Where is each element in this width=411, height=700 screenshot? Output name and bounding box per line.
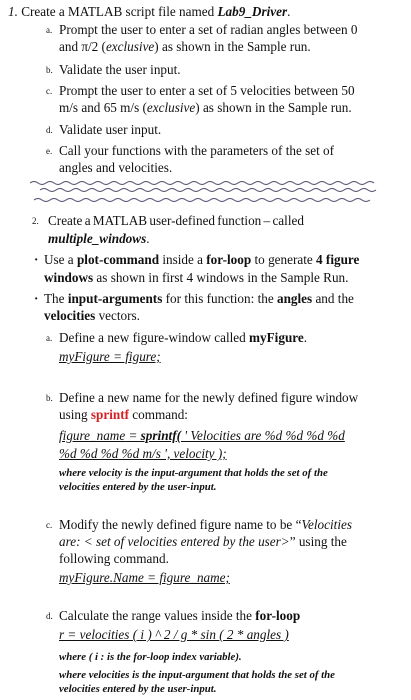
item-2c-using: ” using the [289, 534, 347, 549]
item-1a-text: and π/2 ( [59, 39, 106, 54]
b1-figure: 4 figure [316, 252, 360, 267]
b2-text-2: for this function: the [162, 291, 277, 306]
b1-windows: windows [44, 270, 94, 285]
item-1c-exclusive: exclusive [146, 100, 196, 115]
item-2a-text [59, 330, 307, 346]
section-1-title-suffix: . [287, 4, 291, 19]
item-2d-note-line3: velocities entered by the user-input. [59, 683, 217, 695]
item-2a-suffix: . [303, 330, 308, 345]
b2-text-4: vectors. [95, 308, 140, 323]
item-2c-line1 [59, 517, 352, 533]
item-2d-line1 [59, 608, 300, 624]
item-2c-velocities: Velocities [301, 517, 352, 532]
item-2a-desc: Define a new figure-window called [59, 330, 250, 345]
item-2d-note-line1: where ( i : is the for-loop index variable). [59, 651, 242, 663]
item-1d-marker: d. [46, 125, 53, 135]
b1-text: Use a [44, 252, 77, 267]
item-2b-note-line1: where velocity is the input-argument that holds the set of the [59, 467, 328, 479]
item-1e-marker: e. [46, 146, 53, 156]
item-1c-line2 [59, 100, 352, 116]
bullet-1-dot: · [34, 252, 39, 267]
item-2a-myfigure: myFigure [249, 330, 304, 345]
wavy-divider-1 [0, 179, 411, 195]
bullet-2-line2 [44, 308, 140, 324]
b2-angles: angles [276, 291, 313, 306]
item-2b-line2 [59, 407, 188, 423]
item-1a-exclusive: exclusive [105, 39, 155, 54]
item-1a-line1: Prompt the user to enter a set of radian angles between 0 [59, 22, 358, 37]
item-2b-line1: Define a new name for the newly defined figure window [59, 390, 359, 405]
b1-text-3: to generate [251, 252, 317, 267]
item-2c-are: are: < set of velocities entered by the user> [59, 534, 290, 549]
b2-text: The [44, 291, 68, 306]
b2-input-arguments: input-arguments [67, 291, 163, 306]
section-2-number: 2. [32, 216, 39, 226]
function-name: multiple_windows [48, 231, 147, 246]
b1-plot-command: plot-command [76, 252, 160, 267]
item-2d-marker: d. [46, 611, 53, 621]
code-equals: = [125, 428, 141, 443]
item-2b-code-line2: %d %d %d %d m/s ', velocity ); [59, 446, 227, 461]
item-1a-text-end: ) as shown in the Sample run. [154, 39, 311, 54]
item-2c-marker: c. [46, 520, 53, 530]
code-format-1: ' Velocities are %d %d %d %d [180, 428, 345, 443]
item-1c-marker: c. [46, 86, 53, 96]
item-2b-command: command: [128, 407, 188, 422]
wavy-divider-2 [0, 196, 411, 204]
section-1-title-prefix: Create a MATLAB script file named [21, 4, 218, 19]
bullet-1-line2 [44, 270, 348, 286]
item-2b-using: using [59, 407, 91, 422]
sprintf-keyword: sprintf [90, 407, 129, 422]
section-2-line2 [48, 231, 150, 247]
item-2c-line2 [59, 534, 347, 550]
item-1a-marker: a. [46, 25, 53, 35]
item-2d-text: Calculate the range values inside the [59, 608, 256, 623]
item-2b-code-line1 [59, 428, 345, 444]
item-1c-text: m/s and 65 m/s ( [59, 100, 147, 115]
b2-text-3: and the [312, 291, 354, 306]
item-2d-code: r = velocities ( i ) ^ 2 / g * sin ( 2 * angles ) [59, 627, 289, 642]
section-1-heading [8, 4, 290, 20]
b1-for-loop: for-loop [206, 252, 252, 267]
bullet-1-line1 [44, 252, 359, 268]
function-name-suffix: . [146, 231, 150, 246]
item-1d-text: Validate user input. [59, 122, 162, 137]
item-2d-for-loop: for-loop [255, 608, 301, 623]
item-1c-line1: Prompt the user to enter a set of 5 velocities between 50 [59, 83, 355, 98]
section-1-number: 1. [8, 4, 18, 19]
bullet-2-line1 [44, 291, 354, 307]
bullet-2-dot: · [34, 291, 39, 306]
item-1e-line1: Call your functions with the parameters of the set of [59, 143, 335, 158]
item-1a-line2 [59, 39, 311, 55]
item-2d-note-line2: where velocities is the input-argument that holds the set of the [59, 669, 335, 681]
item-2b-marker: b. [46, 393, 53, 403]
item-2c-text: Modify the newly defined figure name to be “ [59, 517, 302, 532]
b1-text-4: as shown in first 4 windows in the Sample Run. [93, 270, 349, 285]
item-1e-line2: angles and velocities. [59, 160, 173, 175]
code-sprintf: sprintf( [140, 428, 181, 443]
section-2-line1: Create a MATLAB user-defined function – called [48, 213, 304, 228]
item-2b-note-line2: velocities entered by the user-input. [59, 481, 217, 493]
code-figure-name: figure_name [59, 428, 126, 443]
item-2c-line3: following command. [59, 551, 169, 566]
item-1c-text-end: ) as shown in the Sample run. [195, 100, 352, 115]
item-1b-text: Validate the user input. [59, 62, 181, 77]
item-2a-code: myFigure = figure; [59, 349, 161, 364]
item-2a-marker: a. [46, 333, 53, 343]
section-1-script-name: Lab9_Driver [217, 4, 288, 19]
item-1b-marker: b. [46, 65, 53, 75]
b2-velocities: velocities [44, 308, 96, 323]
item-2c-code: myFigure.Name = figure_name; [59, 570, 230, 585]
b1-text-2: inside a [159, 252, 207, 267]
